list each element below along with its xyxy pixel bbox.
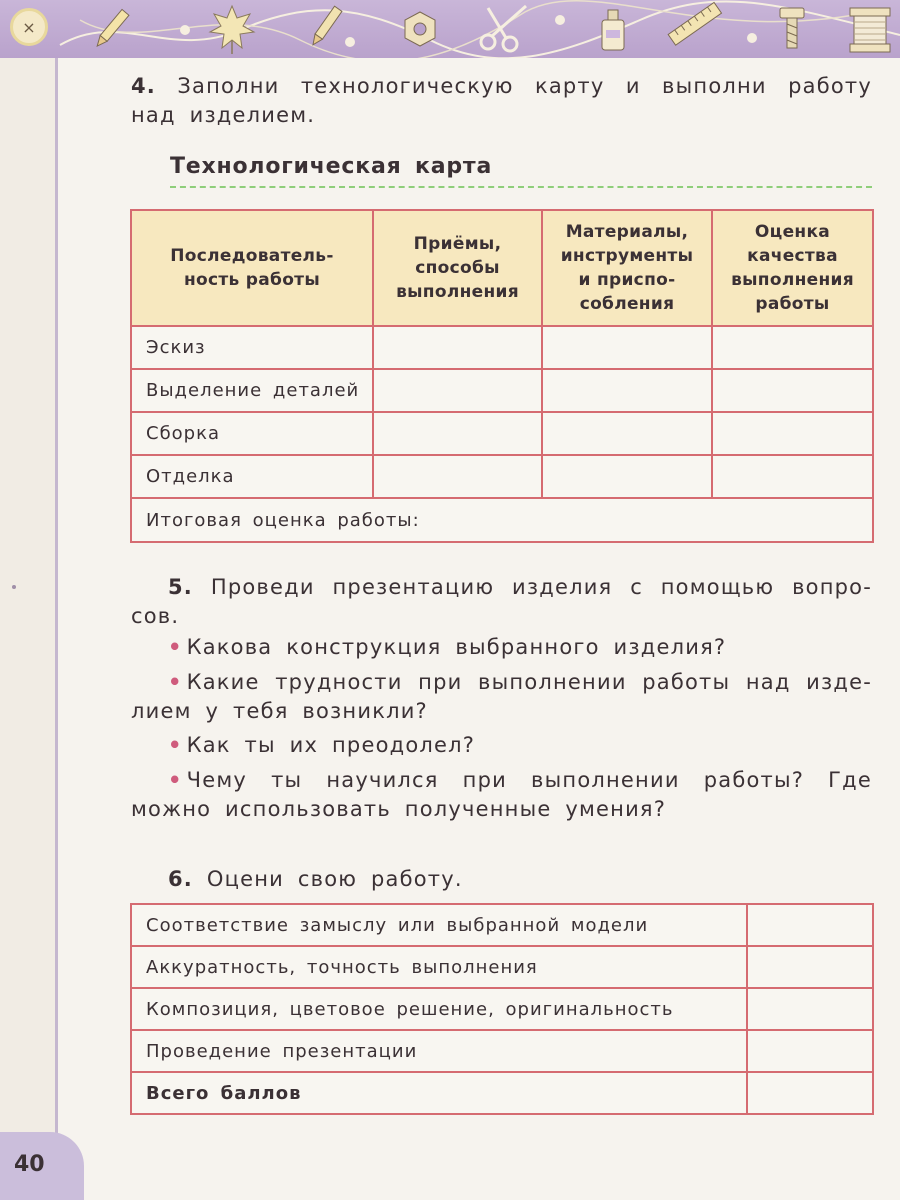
bullet-icon: • — [168, 733, 183, 757]
glue-bottle-icon — [602, 10, 624, 50]
table-row — [131, 326, 873, 369]
row-label: Выделение деталей — [131, 369, 373, 412]
thread-spool-icon — [850, 8, 890, 52]
tech-card-table — [130, 209, 874, 543]
table-row — [131, 904, 873, 946]
task6-paragraph — [168, 865, 872, 894]
screw-icon — [780, 8, 804, 48]
question-text: Как ты их преодолел? — [186, 733, 476, 757]
heading-dashed-rule — [170, 186, 872, 188]
table-row — [131, 412, 873, 455]
bullet-icon: • — [168, 768, 183, 792]
score-cell[interactable] — [747, 904, 873, 946]
row-label: Эскиз — [131, 326, 373, 369]
header-sequence: Последователь-ность работы — [131, 210, 373, 326]
task4-text: Заполни технологическую карту и выполни работу над изделием. — [131, 74, 872, 127]
sewing-machine-icon — [405, 12, 435, 46]
criterion-label: Соответствие замыслу или выбранной модели — [131, 904, 747, 946]
empty-cell[interactable] — [373, 412, 542, 455]
total-label: Всего баллов — [131, 1072, 747, 1114]
close-icon[interactable]: × — [10, 8, 48, 46]
row-label: Сборка — [131, 412, 373, 455]
empty-cell[interactable] — [373, 326, 542, 369]
score-cell[interactable] — [747, 988, 873, 1030]
empty-cell[interactable] — [373, 455, 542, 498]
row-label: Отделка — [131, 455, 373, 498]
task5-number: 5. — [168, 575, 193, 599]
question-text: Какие трудности при выполнении работы над изде-лием у тебя возникли? — [131, 670, 872, 723]
bullet-icon: • — [168, 635, 183, 659]
table-row — [131, 455, 873, 498]
left-margin-bar — [0, 58, 58, 1200]
task6-text: Оцени свою работу. — [206, 867, 463, 891]
bullet-icon: • — [168, 670, 183, 694]
table-row — [131, 946, 873, 988]
tech-card-heading: Технологическая карта — [170, 154, 493, 179]
question-item — [131, 668, 872, 726]
table-header-row — [131, 210, 873, 326]
table-row — [131, 369, 873, 412]
score-cell[interactable] — [747, 946, 873, 988]
empty-cell[interactable] — [542, 326, 712, 369]
criterion-label: Проведение презентации — [131, 1030, 747, 1072]
score-cell[interactable] — [747, 1072, 873, 1114]
question-item — [131, 766, 872, 824]
header-methods: Приёмы, способы выполнения — [373, 210, 542, 326]
table-row — [131, 1030, 873, 1072]
task5-paragraph — [131, 573, 872, 631]
question-text: Чему ты научился при выполнении работы? Где можно использовать полученные умения? — [131, 768, 872, 821]
header-quality: Оценка качества выполнения работы — [712, 210, 873, 326]
top-banner — [0, 0, 900, 58]
table-row — [131, 988, 873, 1030]
empty-cell[interactable] — [712, 412, 873, 455]
empty-cell[interactable] — [712, 369, 873, 412]
task5-text: Проведи презентацию изделия с помощью вопро-сов. — [131, 575, 872, 628]
pencil-icon — [309, 6, 342, 47]
question-item — [168, 731, 872, 760]
total-row — [131, 498, 873, 542]
margin-dot — [12, 585, 16, 589]
criterion-label: Композиция, цветовое решение, оригинальность — [131, 988, 747, 1030]
scissors-icon — [481, 6, 526, 51]
empty-cell[interactable] — [712, 326, 873, 369]
empty-cell[interactable] — [542, 455, 712, 498]
task4-number: 4. — [131, 74, 156, 98]
empty-cell[interactable] — [712, 455, 873, 498]
criterion-label: Аккуратность, точность выполнения — [131, 946, 747, 988]
task6-number: 6. — [168, 867, 193, 891]
header-materials: Материалы, инструменты и приспо-собления — [542, 210, 712, 326]
ruler-icon — [668, 2, 721, 45]
empty-cell[interactable] — [542, 412, 712, 455]
craft-tools-decoration — [0, 0, 900, 58]
total-label[interactable]: Итоговая оценка работы: — [131, 498, 873, 542]
score-cell[interactable] — [747, 1030, 873, 1072]
empty-cell[interactable] — [542, 369, 712, 412]
page-number: 40 — [14, 1152, 45, 1177]
maple-leaf-icon — [210, 6, 254, 54]
question-item — [168, 633, 872, 662]
question-text: Какова конструкция выбранного изделия? — [186, 635, 727, 659]
empty-cell[interactable] — [373, 369, 542, 412]
self-assessment-table — [130, 903, 874, 1115]
task4-paragraph — [131, 72, 872, 130]
total-row — [131, 1072, 873, 1114]
pencil-icon — [94, 9, 129, 48]
